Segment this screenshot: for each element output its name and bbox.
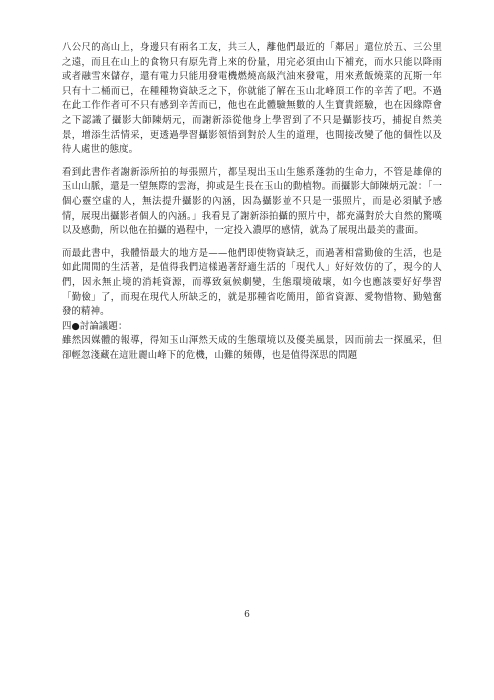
paragraph-2: 看到此書作者謝新添所拍的每張照片，都呈現出玉山生態系蓬勃的生命力，不管是雄偉的玉山山脈，還是一望無際的雲海，抑或是生長在玉山的動植物。而攝影大師陳炳元說：「一個心靈空虛的人，無法提升攝影的內涵，因為攝影並不只是一張照片，而是必須賦予感情，展現出攝影者個人的內涵。」我看見了謝新添拍攝的照片中，都充滿對於大自然的驚嘆以及感動，所以他在拍攝的過程中，一定投入濃厚的感情，就為了展現出最美的畫面。: [62, 166, 442, 237]
section-heading-discussion: 四●討論議題：: [62, 320, 128, 332]
document-body: [62, 41, 442, 363]
page-number: 6: [244, 610, 250, 620]
discussion-paragraph: 雖然因媒體的報導，得知玉山渾然天成的生態環境以及優美風景，因而前去一探風采，但卻輕忽淺藏在這壯麗山峰下的危機，山難的頻傳，也是值得深思的問題: [62, 335, 442, 361]
paragraph-1: 八公尺的高山上，身邊只有兩名工友，共三人，離他們最近的「鄰居」還位於五、三公里之遠，而且在山上的食物只有原先背上來的份量，用完必須由山下補充，而水只能以降雨或者融雪來儲存，還有電力只能用發電機燃燒高級汽油來發電，用來煮飯燒菜的瓦斯一年只有十二桶而已，在種種物資缺乏之下，你就能了解在玉山北峰頂工作的辛苦了吧。不過在此工作作者可不只有感到辛苦而已，他也在此體驗無數的人生寶貴經驗，也在因緣際會之下認識了攝影大師陳炳元，而謝新添從他身上學習到了不只是攝影技巧，捕捉自然美景，增添生活情采，更透過學習攝影領悟到對於人生的道理，也間接改變了他的個性以及待人處世的態度。: [62, 42, 442, 156]
paragraph-3: 而最此書中，我體悟最大的地方是——他們即使物資缺乏，而過著相當勤儉的生活，也是如此閒閒的生活著，是值得我們這樣過著舒適生活的「現代人」好好效仿的了，現今的人們，因永無止境的消耗資源，而導致氣候劇變，生態環境破壞，如今也應該要好好學習「勤儉」了，而現在現代人所缺乏的，就是那種省吃簡用，節省資源、愛物惜物、勤勉奮發的精神。: [62, 247, 442, 318]
